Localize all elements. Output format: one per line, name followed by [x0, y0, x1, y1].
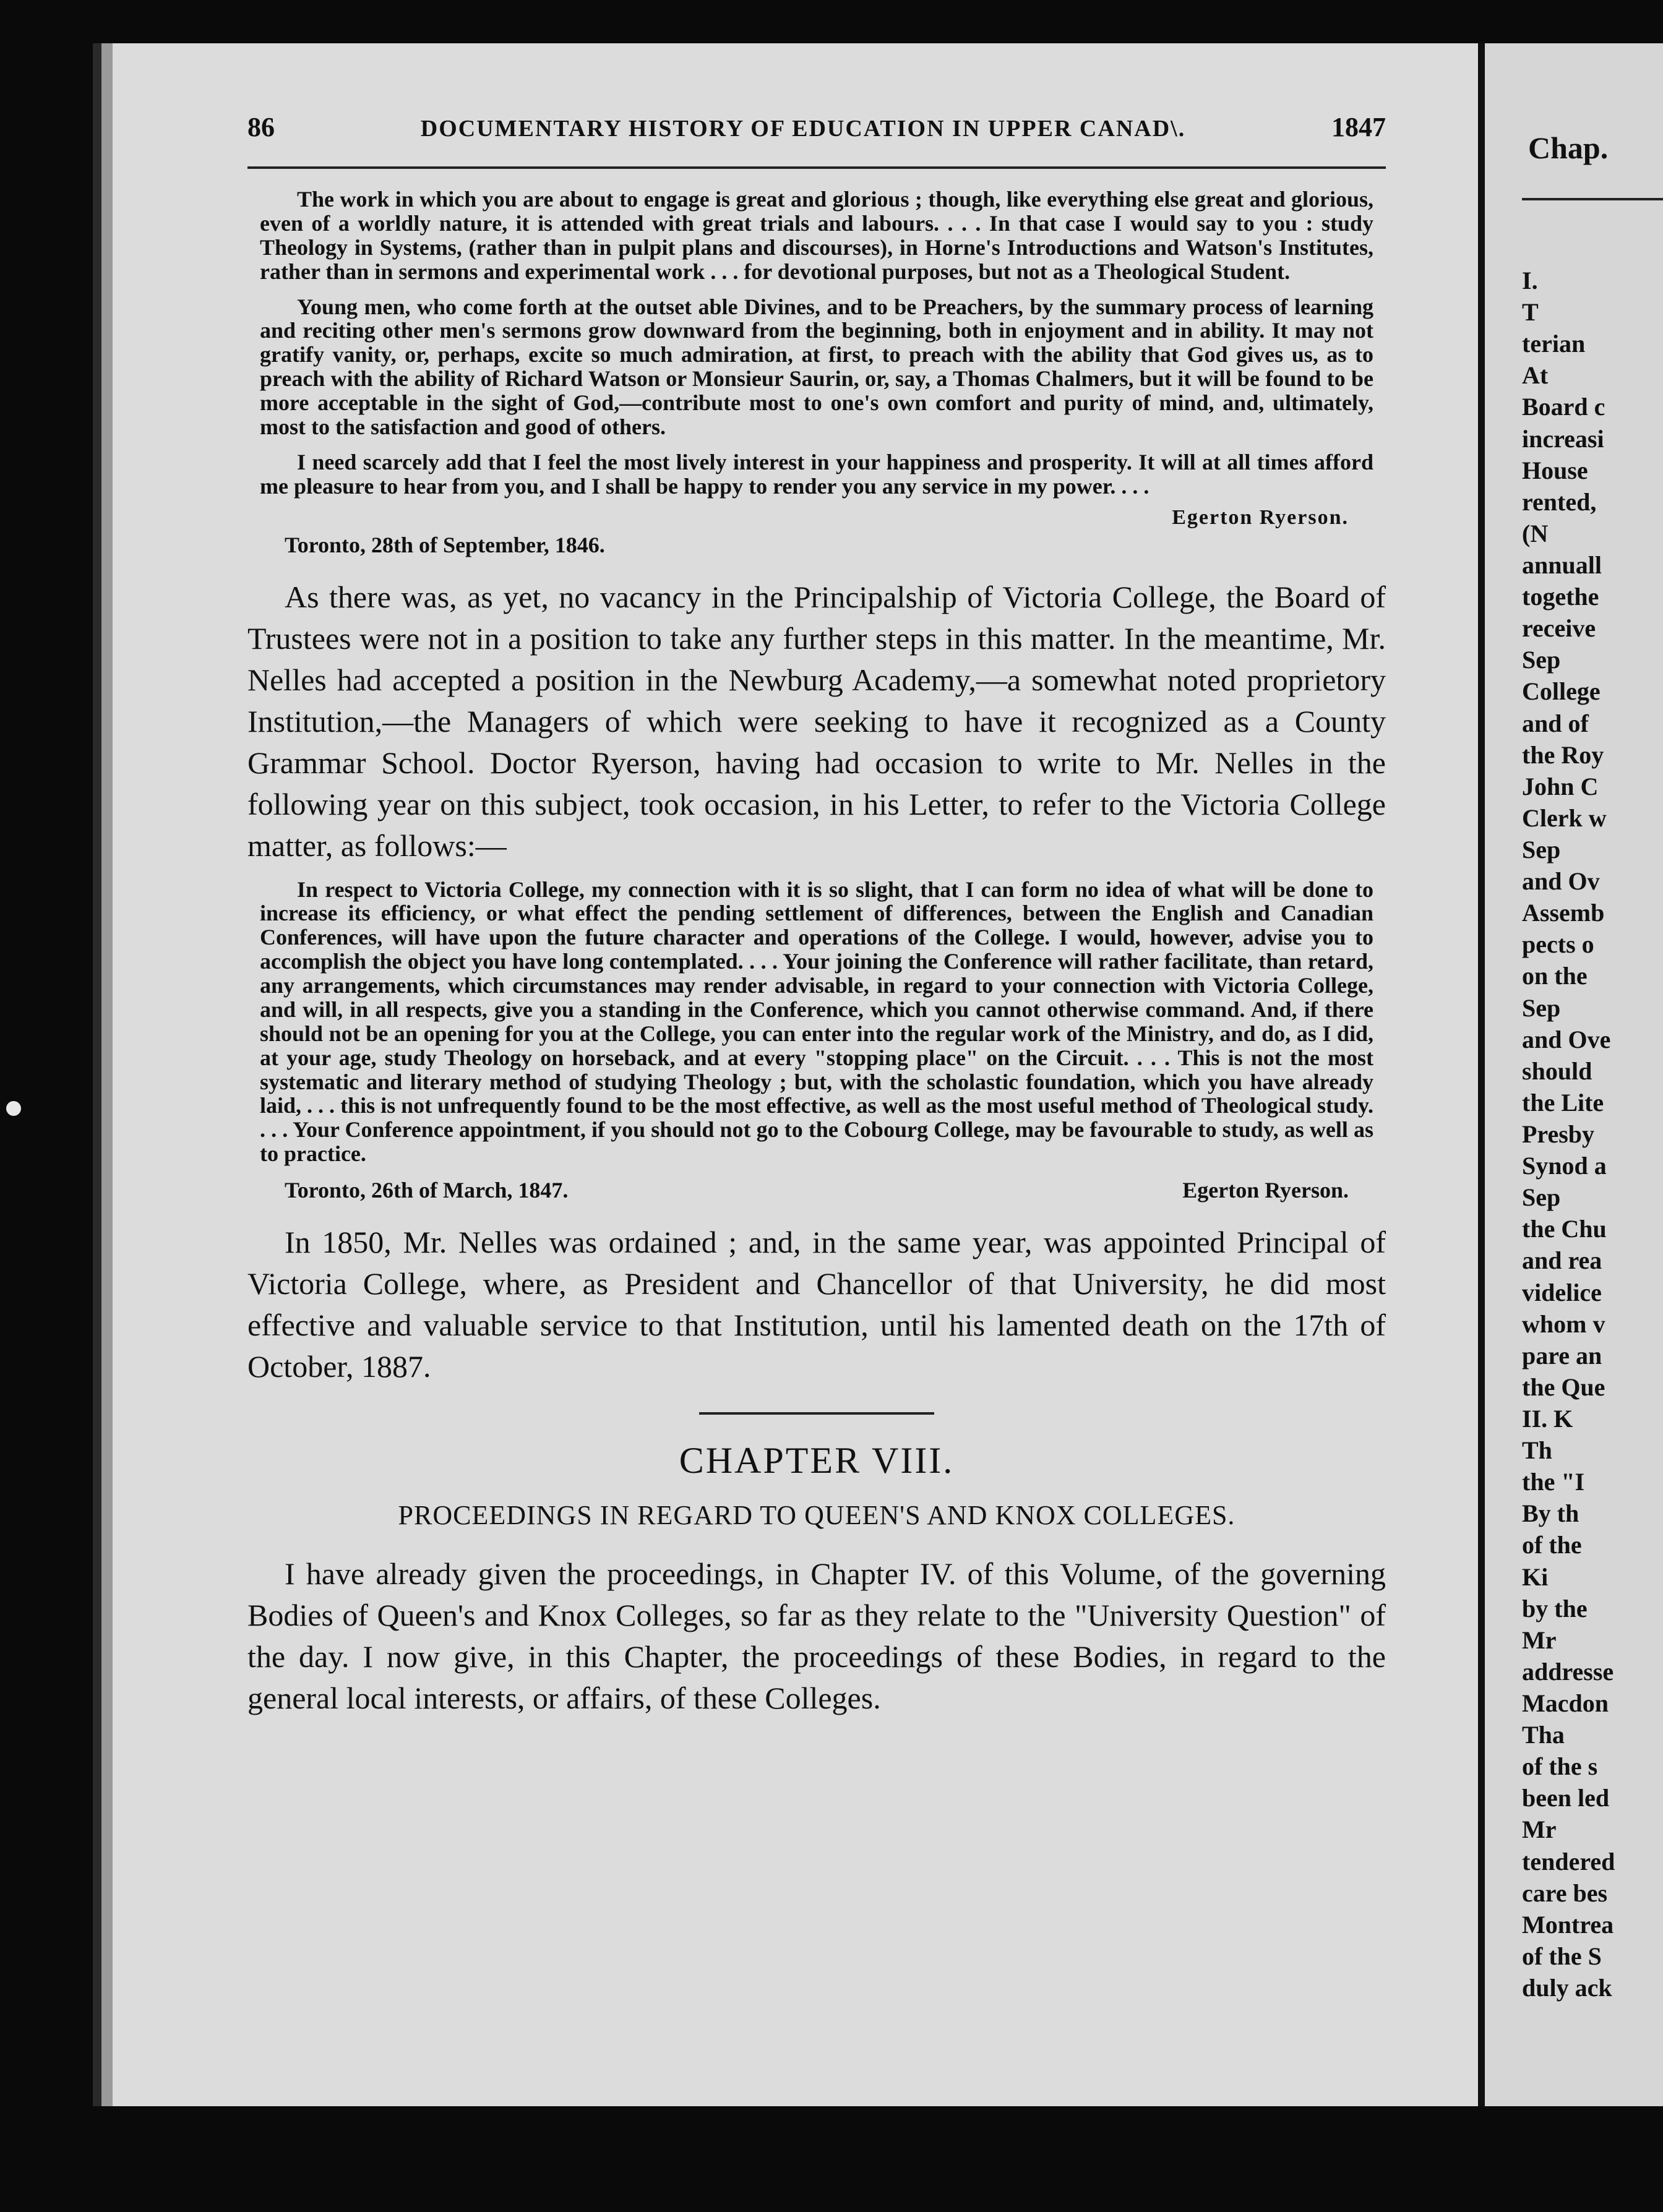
facing-page-line: Mr — [1522, 1626, 1557, 1654]
facing-page-line: Sep — [1522, 1183, 1561, 1212]
facing-page-line: Presby — [1522, 1120, 1595, 1148]
running-year: 1847 — [1331, 112, 1386, 142]
facing-page-line: tendered — [1522, 1847, 1615, 1875]
letter2-dateline: Toronto, 26th of March, 1847. — [285, 1178, 569, 1202]
facing-page-line: care bes — [1522, 1879, 1608, 1907]
scan-speck — [6, 1101, 21, 1116]
facing-page-line: annuall — [1522, 551, 1602, 579]
facing-page-line: been led — [1522, 1784, 1610, 1812]
running-head — [247, 111, 1386, 143]
facing-page-line: John C — [1522, 772, 1599, 800]
letter1-paragraph: The work in which you are about to engage is great and glorious ; though, like everything else great and glorious, even of a worldly nature, it is attended with great trials and labours. . . . In that case I would say to you : study Theology in Systems, (rather than in pulpit plans and discourses), in Horne's Introductions and Watson's Institutes, rather than in sermons and experimental work . . . for devotional purposes, but not as a Theological Student. — [260, 187, 1373, 284]
facing-page-line: Sep — [1522, 993, 1561, 1022]
facing-page-line: the Chu — [1522, 1215, 1607, 1243]
facing-page-line: Sep — [1522, 646, 1561, 674]
facing-page-line: duly ack — [1522, 1974, 1612, 2002]
page-content — [247, 111, 1386, 1730]
facing-page-line: Th — [1522, 1436, 1552, 1465]
facing-page-line: Tha — [1522, 1721, 1565, 1749]
facing-page-line: of the s — [1522, 1752, 1598, 1781]
section-rule — [699, 1412, 934, 1415]
facing-page-line: Synod a — [1522, 1152, 1607, 1180]
facing-page-line: and of — [1522, 709, 1589, 737]
facing-page-line: and Ov — [1522, 867, 1600, 896]
facing-page-line: the "I — [1522, 1468, 1585, 1496]
facing-page-line: II. K — [1522, 1405, 1573, 1433]
letter2-signature: Egerton Ryerson. — [1182, 1178, 1349, 1202]
facing-page-line: Montrea — [1522, 1910, 1614, 1939]
facing-page-header: Chap. — [1528, 131, 1609, 165]
facing-page-line: Board c — [1522, 393, 1605, 421]
facing-page-line: whom v — [1522, 1310, 1605, 1338]
facing-page-line: Mr — [1522, 1815, 1557, 1844]
facing-page-line: addresse — [1522, 1657, 1614, 1686]
facing-page-line: pare an — [1522, 1341, 1602, 1370]
facing-page-line: of the S — [1522, 1942, 1602, 1970]
body-paragraph: In 1850, Mr. Nelles was ordained ; and, in the same year, was appointed Principal of Victoria College, where, as President and Chancellor of that University, he did most effective and valuable service to that Institution, until his lamented death on the 17th of October, 1887. — [247, 1225, 1386, 1384]
facing-page-line: Ki — [1522, 1563, 1549, 1591]
facing-page-line: and rea — [1522, 1246, 1602, 1275]
body-paragraph: As there was, as yet, no vacancy in the Principalship of Victoria College, the Board of Trustees were not in a position to take any further steps in this matter. In the meantime, Mr. Nelles had accepted a position in the Newburg Academy,—a somewhat noted proprietory Institution,—the Managers of which were seeking to have it recognized as a County Grammar School. Doctor Ryerson, having had occasion to write to Mr. Nelles in the following year on this subject, took occasion, in his Letter, to refer to the Victoria College matter, as follows:— — [247, 579, 1386, 863]
facing-page-line: House — [1522, 456, 1588, 484]
chapter-paragraph: I have already given the proceedings, in Chapter IV. of this Volume, of the governing Bodies of Queen's and Knox Colleges, so far as they relate to the "University Question" of the day. I now give, in this Chapter, the proceedings of these Bodies, in regard to the general local interests, or affairs, of these Colleges. — [247, 1556, 1386, 1715]
page-number: 86 — [247, 112, 275, 142]
facing-page-line: by the — [1522, 1594, 1588, 1623]
facing-page-line: Sep — [1522, 836, 1561, 864]
facing-page-line: the Roy — [1522, 740, 1604, 769]
chapter-subheading: PROCEEDINGS IN REGARD TO QUEEN'S AND KNOX COLLEGES. — [398, 1500, 1235, 1530]
letter1-signature: Egerton Ryerson. — [1172, 505, 1349, 529]
letter1-dateline: Toronto, 28th of September, 1846. — [285, 532, 605, 557]
facing-page-line: receive — [1522, 614, 1596, 643]
facing-page-line: videlice — [1522, 1278, 1602, 1306]
facing-page-line: the Lite — [1522, 1088, 1604, 1117]
facing-page-line: terian — [1522, 330, 1586, 358]
facing-page-line: increasi — [1522, 424, 1604, 453]
facing-page-line: At — [1522, 361, 1549, 390]
facing-page-line: Macdon — [1522, 1689, 1609, 1717]
header-rule — [247, 166, 1386, 169]
running-title: DOCUMENTARY HISTORY OF EDUCATION IN UPPER CANAD\. — [420, 116, 1186, 142]
facing-page-line: togethe — [1522, 583, 1599, 611]
facing-page — [1479, 43, 1663, 2106]
letter1-paragraph: I need scarcely add that I feel the most lively interest in your happiness and prosperity. It will at all times afford me pleasure to hear from you, and I shall be happy to render you any service in my power. . . . — [260, 449, 1373, 499]
facing-page-line: should — [1522, 1057, 1592, 1085]
letter1-paragraph: Young men, who come forth at the outset able Divines, and to be Preachers, by the summary process of learning and reciting other men's sermons grow downward from the beginning, both in enjoyment and in ability. It may not gratify vanity, or, perhaps, excite so much admiration, at first, to preach with the ability that God gives us, as to preach with the ability of Richard Watson or Monsieur Saurin, or, say, a Thomas Chalmers, but it will be found to be more acceptable in the sight of God,—contribute most to one's own comfort and purity of mind, and, ultimately, most to the satisfaction and good of others. — [260, 294, 1373, 439]
facing-page-line: College — [1522, 677, 1601, 706]
facing-page-line: By th — [1522, 1499, 1579, 1528]
facing-page-line: (N — [1522, 519, 1549, 547]
letter2-closing — [285, 1177, 1349, 1203]
facing-page-line: Assemb — [1522, 899, 1605, 927]
chapter-heading: CHAPTER VIII. — [679, 1440, 955, 1481]
facing-page-line: of the — [1522, 1531, 1582, 1559]
facing-page-line: I. — [1522, 267, 1538, 294]
facing-page-line: pects o — [1522, 930, 1594, 959]
facing-page-line: on the — [1522, 962, 1588, 990]
letter2-paragraph: In respect to Victoria College, my connection with it is so slight, that I can form no idea of what will be done to increase its efficiency, or what effect the pending settlement of differences, between the English and Canadian Conferences, will have upon the future character and operations of the College. I would, however, advise you to accomplish the object you have long contemplated. . . . Your joining the Conference will rather facilitate, than retard, any arrangements, which circumstances may render advisable, in regard to your connection with Victoria College, and will, in all respects, give you a standing in the Conference, which you cannot otherwise command. And, if there should not be an opening for you at the College, you can enter into the regular work of the Ministry, and do, as I did, at your age, study Theology on horseback, and at every "stopping place" on the Circuit. . . . This is not the most systematic and literary method of studying Theology ; but, with the scholastic foundation, which you have already laid, . . . this is not unfrequently found to be the most effective, as well as the most useful method of Theological study. . . . Your Conference appointment, if you should not go to the Cobourg College, may be favourable to study, as well as to practice. — [260, 877, 1373, 1167]
facing-page-line: T — [1522, 298, 1539, 327]
facing-page-line: the Que — [1522, 1373, 1605, 1401]
facing-page-line: Clerk w — [1522, 804, 1607, 832]
facing-page-line: rented, — [1522, 487, 1597, 516]
facing-page-rule — [1522, 198, 1663, 200]
facing-page-line: and Ove — [1522, 1025, 1611, 1053]
